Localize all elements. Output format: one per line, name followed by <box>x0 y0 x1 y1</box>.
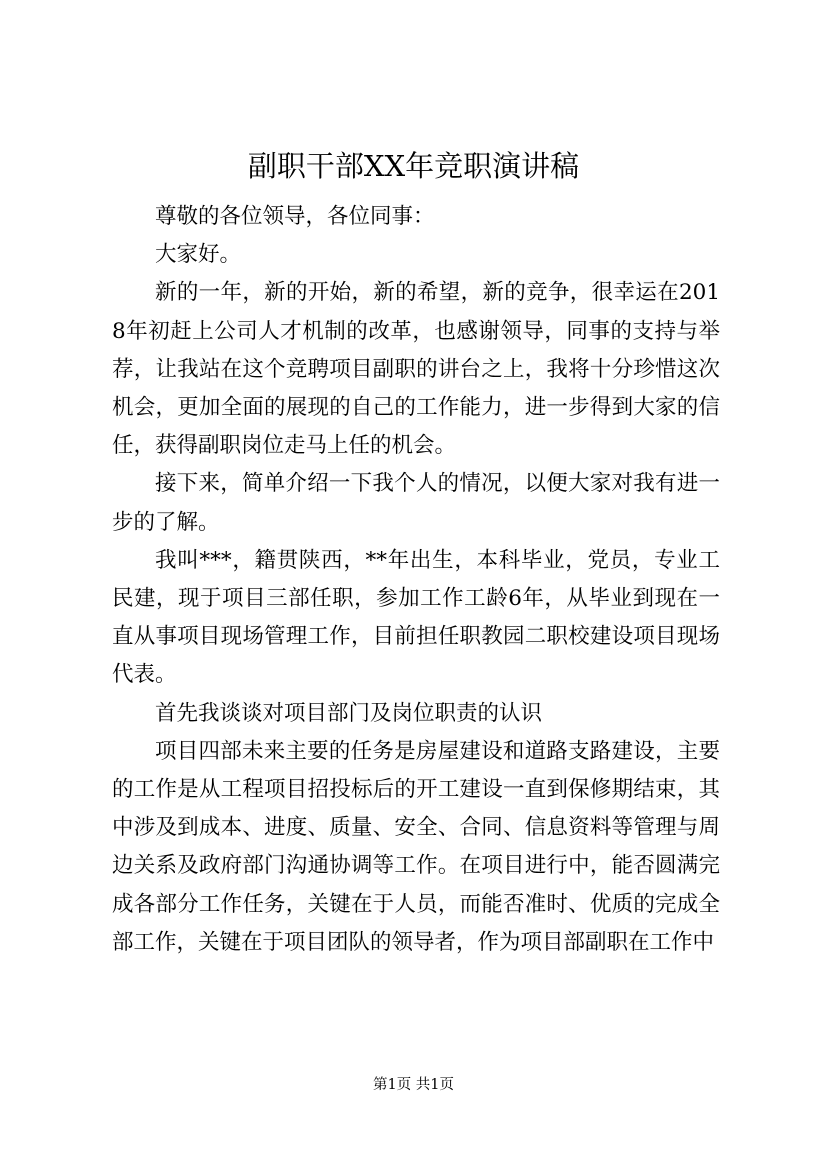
page-footer: 第1页 共1页 <box>372 1077 455 1093</box>
paragraph-opening: 新的一年，新的开始，新的希望，新的竞争，很幸运在2018年初赶上公司人才机制的改革，也感谢领导，同事的支持与举荐，让我站在这个竞聘项目副职的讲台之上，我将十分珍惜这次机会，更加全面的展现的自己的工作能力，进一步得到大家的信任，获得副职岗位走马上任的机会。 <box>112 280 720 459</box>
document-title: 副职干部XX年竞职演讲稿 <box>247 149 580 183</box>
paragraph-self-introduction: 我叫***，籍贯陕西，**年出生，本科毕业，党员，专业工民建，现于项目三部任职，参加工作工龄6年，从毕业到现在一直从事项目现场管理工作，目前担任职教园二职校建设项目现场代表。 <box>112 547 720 688</box>
document-body <box>112 198 720 962</box>
paragraph-intro: 接下来，简单介绍一下我个人的情况，以便大家对我有进一步的了解。 <box>112 471 720 535</box>
paragraph-department-duties: 项目四部未来主要的任务是房屋建设和道路支路建设，主要的工作是从工程项目招投标后的开工建设一直到保修期结束，其中涉及到成本、进度、质量、安全、合同、信息资料等管理与周边关系及政府部门沟通协调等工作。在项目进行中，能否圆满完成各部分工作任务，关键在于人员，而能否准时、优质的完成全部工作，关键在于项目团队的领导者，作为项目部副职在工作中 <box>112 738 720 955</box>
paragraph-section-heading: 首先我谈谈对项目部门及岗位职责的认识 <box>155 700 543 726</box>
paragraph-greeting: 大家好。 <box>155 242 242 268</box>
paragraph-salutation: 尊敬的各位领导，各位同事： <box>155 204 435 229</box>
